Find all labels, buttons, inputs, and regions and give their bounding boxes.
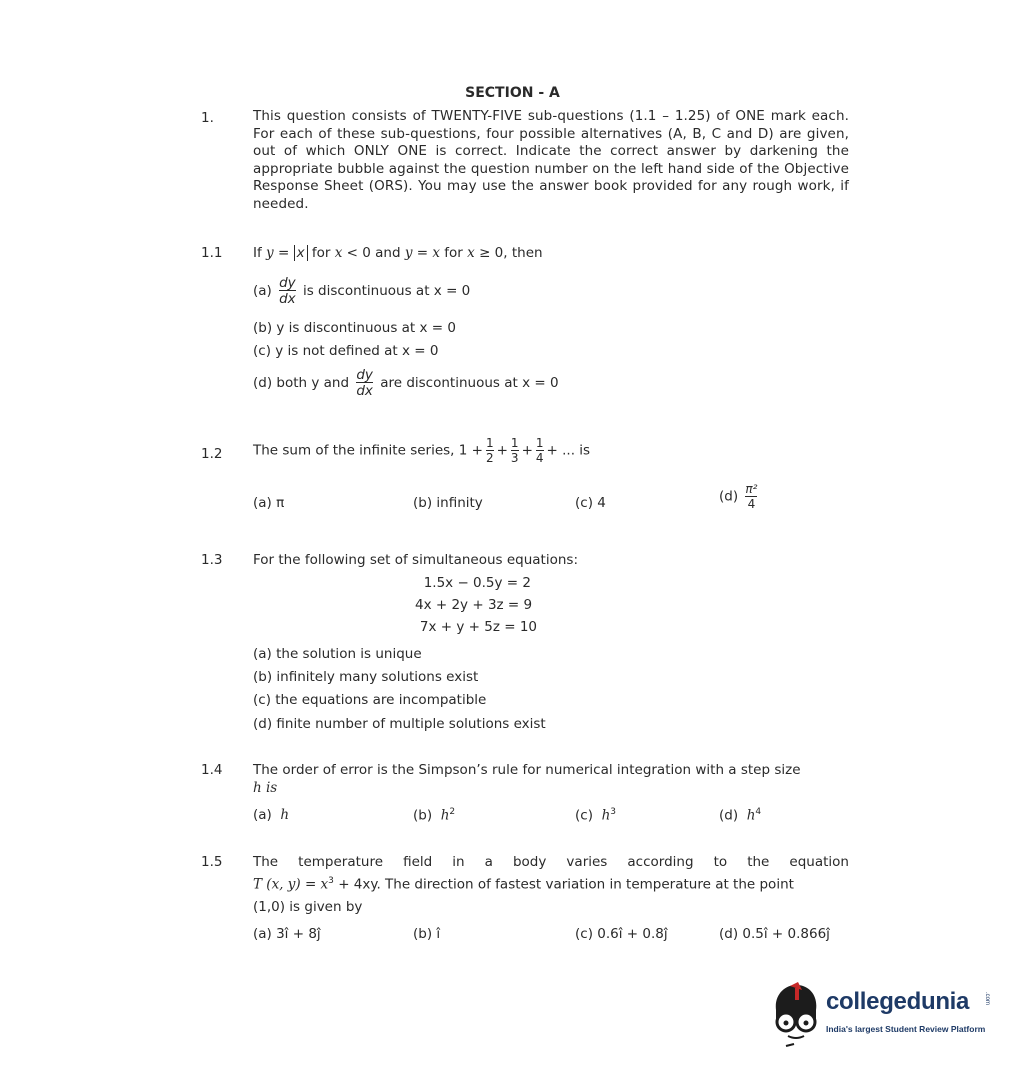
q1-4-stem-line-2: h is [253, 780, 278, 796]
q1-2-stem: The sum of the infinite series, 1 + $\frac{1}{2}$ + $\frac{1}{3}$ + $\frac{1}{4}$ + ... is [253, 436, 591, 465]
q1-4-option-a: (a) h [253, 807, 290, 823]
q1-5-option-a: (a) 3î + 8ĵ [253, 926, 321, 942]
intro-number: 1. [201, 110, 214, 126]
q1-5-stem-line-1: The temperature field in a body varies according to the equation [253, 854, 849, 870]
q1-2-option-d: (d) $\frac{\text{π²}}{4}$ [719, 482, 758, 511]
q1-3-option-a: (a) the solution is unique [253, 646, 422, 662]
q1-4-option-c: (c) $h^3$ [575, 807, 616, 824]
logo-name: collegedunia [826, 988, 970, 1015]
logo-com: .com [984, 992, 990, 1006]
q1-5-stem-line-2: T (x, $y) = x^3 + 4xy$. The direction of fastest variation in temperature at the point [253, 876, 794, 893]
q1-1-stem: If y = x for x < 0 and y = x for x ≥ 0, then [253, 245, 543, 261]
q1-3-equation-2: 4x + 2y + 3z = 9 [415, 597, 533, 613]
q1-3-equation-1: 1.5x − 0.5y = 2 [423, 575, 531, 591]
q1-4-option-b: (b) $h^2$ [413, 807, 456, 824]
collegedunia-logo [768, 980, 990, 1050]
q1-3-stem: For the following set of simultaneous equations: [253, 552, 578, 568]
q1-3-option-b: (b) infinitely many solutions exist [253, 669, 479, 685]
q1-4-number: 1.4 [201, 762, 223, 778]
logo-tagline: India's largest Student Review Platform [826, 1024, 986, 1034]
q1-2-option-a: (a) π [253, 495, 285, 511]
q1-2-number: 1.2 [201, 446, 223, 462]
q1-3-option-c: (c) the equations are incompatible [253, 692, 487, 708]
q1-4-stem-line-1: The order of error is the Simpson’s rule for numerical integration with a step size [253, 762, 801, 778]
q1-2-option-c: (c) 4 [575, 495, 606, 511]
q1-5-option-d: (d) 0.5î + 0.866ĵ [719, 926, 830, 942]
q1-2-option-b: (b) infinity [413, 495, 483, 511]
q1-1-option-d: (d) both y and $\frac{dy}{dx}$ are discontinuous at x = 0 [253, 367, 559, 400]
q1-1-option-b: (b) y is discontinuous at x = 0 [253, 320, 456, 336]
section-title: SECTION - A [465, 85, 560, 101]
q1-1-option-a: (a) $\frac{dy}{dx}$ is discontinuous at x = 0 [253, 275, 471, 308]
intro-text: This question consists of TWENTY-FIVE sub-questions (1.1 – 1.25) of ONE mark each. For each of these sub-questions, four possible alternatives (A, B, C and D) are given, out of which ONLY ONE is correct. Indicate the correct answer by darkening the appropriate bubble against the question number on the left hand side of the Objective Response Sheet (ORS). You may use the answer book provided for any rough work, if needed. [253, 108, 849, 212]
q1-5-stem-line-3: (1,0) is given by [253, 899, 363, 915]
mascot-icon [768, 980, 824, 1050]
q1-3-option-d: (d) finite number of multiple solutions exist [253, 716, 546, 732]
q1-3-number: 1.3 [201, 552, 223, 568]
q1-1-number: 1.1 [201, 245, 223, 261]
q1-4-option-d: (d) $h^4$ [719, 807, 762, 824]
q1-5-option-c: (c) 0.6î + 0.8ĵ [575, 926, 668, 942]
q1-3-equation-3: 7x + y + 5z = 10 [419, 619, 537, 635]
q1-5-number: 1.5 [201, 854, 223, 870]
q1-1-option-c: (c) y is not defined at x = 0 [253, 343, 439, 359]
q1-5-option-b: (b) î [413, 926, 441, 942]
